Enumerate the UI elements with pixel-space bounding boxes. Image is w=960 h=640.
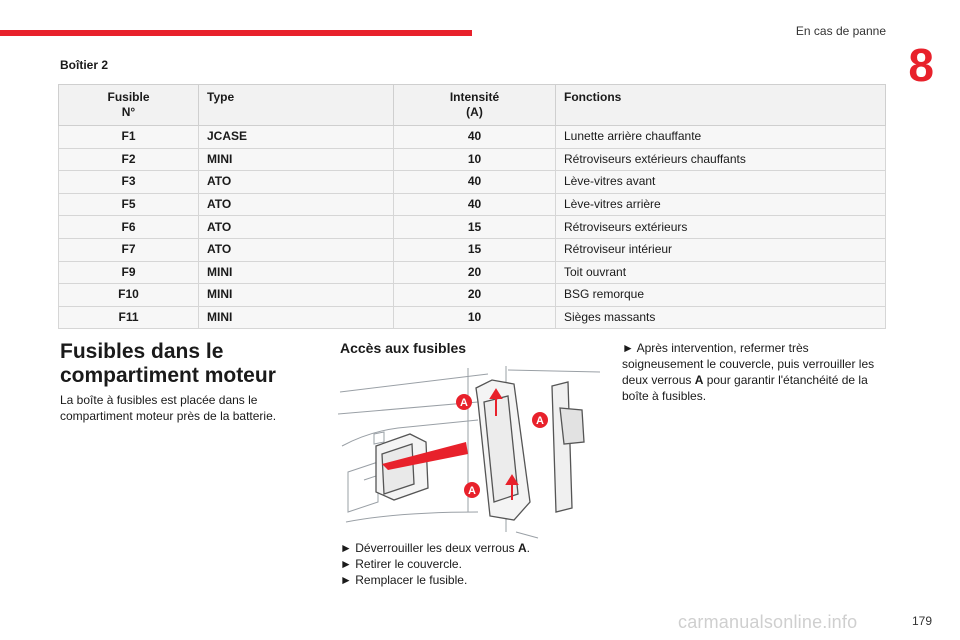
access-step — [340, 556, 600, 572]
table-row — [59, 126, 886, 149]
header-type: Type — [199, 85, 394, 126]
function-cell: BSG remorque — [556, 284, 886, 307]
intensity-cell: 40 — [394, 171, 556, 194]
type-cell: MINI — [199, 261, 394, 284]
fuse-cell: F2 — [59, 148, 199, 171]
intensity-cell: 40 — [394, 193, 556, 216]
type-cell: MINI — [199, 148, 394, 171]
header-fuse-line1: Fusible — [107, 90, 150, 104]
header-fuse — [59, 85, 199, 126]
callout-letter: A — [460, 397, 468, 409]
step-text: Retirer le couvercle. — [355, 557, 462, 571]
after-text-part1: Après intervention, refermer très soigneusement le couvercle, puis verrouiller les deux verrous — [622, 341, 875, 387]
fuse-cell: F11 — [59, 306, 199, 329]
type-cell: MINI — [199, 306, 394, 329]
intensity-cell: 40 — [394, 126, 556, 149]
intensity-cell: 10 — [394, 148, 556, 171]
table-row — [59, 171, 886, 194]
fuse-box-illustration — [338, 362, 606, 540]
section-heading: En cas de panne — [795, 24, 886, 38]
step-text: Remplacer le fusible. — [355, 573, 468, 587]
bullet-marker: ► — [622, 341, 634, 355]
step-lock-letter: A — [517, 541, 527, 555]
step-text-end: . — [526, 541, 530, 555]
callout-letter: A — [468, 485, 476, 497]
intensity-cell: 20 — [394, 261, 556, 284]
table-row — [59, 284, 886, 307]
fuse-box-label: Boîtier 2 — [60, 58, 109, 72]
fuse-cell: F7 — [59, 238, 199, 261]
header-intensity-line2: (A) — [466, 105, 483, 119]
header-fuse-line2: N° — [121, 105, 136, 119]
fuse-cell: F5 — [59, 193, 199, 216]
access-step — [340, 572, 600, 588]
intensity-cell: 15 — [394, 238, 556, 261]
engine-section-text: La boîte à fusibles est placée dans le compartiment moteur près de la batterie. — [60, 393, 277, 423]
after-text-part2: pour garantir l'étanchéité de la boîte à fusibles. — [622, 373, 868, 403]
access-step — [340, 540, 600, 556]
access-steps — [340, 540, 600, 588]
fuse-cell: F10 — [59, 284, 199, 307]
page-number: 179 — [911, 614, 932, 628]
function-cell: Lève-vitres avant — [556, 171, 886, 194]
table-header-row — [59, 85, 886, 126]
watermark: carmanualsonline.info — [678, 612, 858, 632]
function-cell: Rétroviseurs extérieurs chauffants — [556, 148, 886, 171]
after-text-lock-letter: A — [694, 373, 704, 387]
type-cell: ATO — [199, 171, 394, 194]
type-cell: ATO — [199, 238, 394, 261]
callout-marker-a-side — [532, 412, 548, 428]
intensity-cell: 20 — [394, 284, 556, 307]
header-intensity-line1: Intensité — [449, 90, 500, 104]
fuse-table-body — [59, 126, 886, 329]
header-accent-bar — [0, 30, 472, 36]
function-cell: Lève-vitres arrière — [556, 193, 886, 216]
fuse-cell: F3 — [59, 171, 199, 194]
function-cell: Rétroviseur intérieur — [556, 238, 886, 261]
callout-letter: A — [536, 415, 544, 427]
table-row — [59, 216, 886, 239]
after-intervention-text — [622, 340, 888, 404]
header-functions: Fonctions — [556, 85, 886, 126]
table-row — [59, 148, 886, 171]
table-row — [59, 238, 886, 261]
bullet-marker: ► — [340, 573, 352, 587]
type-cell: MINI — [199, 284, 394, 307]
engine-section-title: Fusibles dans le compartiment moteur — [60, 340, 276, 387]
type-cell: ATO — [199, 216, 394, 239]
table-row — [59, 193, 886, 216]
intensity-cell: 10 — [394, 306, 556, 329]
intensity-cell: 15 — [394, 216, 556, 239]
type-cell: ATO — [199, 193, 394, 216]
step-text: Déverrouiller les deux verrous — [355, 541, 518, 555]
fuse-table — [58, 84, 886, 329]
fuse-cell: F6 — [59, 216, 199, 239]
callout-marker-a-bottom — [464, 482, 480, 498]
table-row — [59, 306, 886, 329]
header-intensity — [394, 85, 556, 126]
bullet-marker: ► — [340, 557, 352, 571]
function-cell: Sièges massants — [556, 306, 886, 329]
function-cell: Rétroviseurs extérieurs — [556, 216, 886, 239]
function-cell: Lunette arrière chauffante — [556, 126, 886, 149]
table-row — [59, 261, 886, 284]
function-cell: Toit ouvrant — [556, 261, 886, 284]
callout-marker-a-top — [456, 394, 472, 410]
bullet-marker: ► — [340, 541, 352, 555]
fuse-cell: F9 — [59, 261, 199, 284]
type-cell: JCASE — [199, 126, 394, 149]
fuse-cell: F1 — [59, 126, 199, 149]
access-title: Accès aux fusibles — [340, 340, 467, 356]
chapter-number: 8 — [908, 39, 934, 91]
